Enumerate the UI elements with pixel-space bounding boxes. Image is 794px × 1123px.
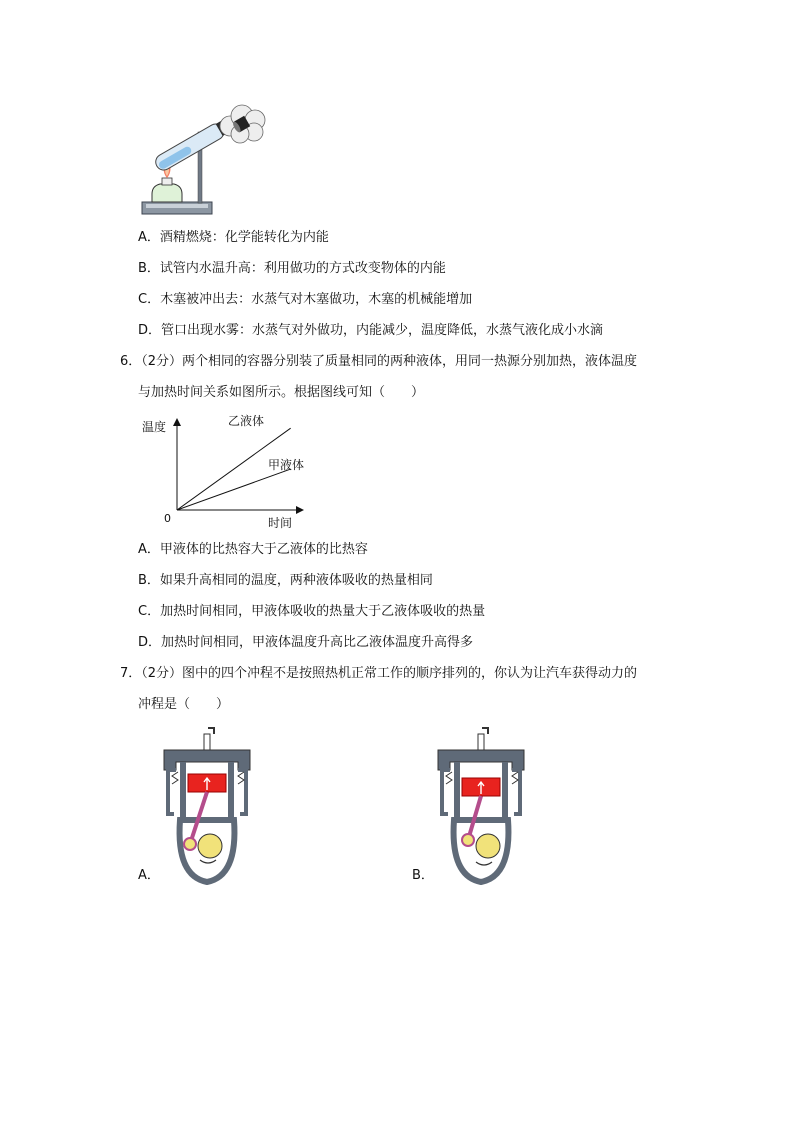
q7-option-b[interactable]: B．: [412, 868, 434, 883]
test-tube-experiment-figure: [138, 96, 273, 220]
q5-option-c[interactable]: C．木塞被冲出去：水蒸气对木塞做功，木塞的机械能增加: [138, 292, 473, 307]
q6-option-d[interactable]: D．加热时间相同，甲液体温度升高比乙液体温度升高得多: [138, 635, 474, 650]
origin-label: 0: [164, 512, 171, 525]
engine-stroke-figure-a: [162, 726, 252, 886]
q6-option-b[interactable]: B．如果升高相同的温度，两种液体吸收的热量相同: [138, 573, 433, 588]
y-axis-label: 温度: [142, 420, 167, 434]
series-label-yi: 乙液体: [228, 414, 265, 428]
cylinder-head: [164, 750, 250, 770]
q5-option-b[interactable]: B．试管内水温升高：利用做功的方式改变物体的内能: [138, 261, 446, 276]
q7-option-a[interactable]: A．: [138, 868, 160, 883]
q5-option-d[interactable]: D．管口出现水雾：水蒸气对外做功，内能减少，温度降低，水蒸气液化成小水滴: [138, 323, 604, 338]
crankshaft-wheel: [198, 834, 222, 858]
temperature-time-chart: [140, 412, 310, 534]
q6-stem-continued: 与加热时间关系如图所示。根据图线可知（ ）: [138, 385, 425, 400]
x-axis-label: 时间: [268, 516, 293, 530]
q6-option-a[interactable]: A．甲液体的比热容大于乙液体的比热容: [138, 542, 368, 557]
q6-option-c[interactable]: C．加热时间相同，甲液体吸收的热量大于乙液体吸收的热量: [138, 604, 486, 619]
test-tube: [153, 119, 230, 173]
q5-option-a[interactable]: A．酒精燃烧：化学能转化为内能: [138, 230, 329, 245]
q6-stem: 6．（2分）两个相同的容器分别装了质量相同的两种液体，用同一热源分别加热，液体温度: [120, 354, 638, 369]
q7-stem: 7．（2分）图中的四个冲程不是按照热机正常工作的顺序排列的，你认为让汽车获得动力的: [120, 666, 638, 681]
crankshaft-wheel: [476, 834, 500, 858]
q7-stem-continued: 冲程是（ ）: [138, 697, 230, 712]
series-line-jia: [177, 469, 291, 510]
cylinder-head: [438, 750, 524, 770]
engine-stroke-figure-b: [436, 726, 526, 886]
alcohol-lamp: [152, 184, 182, 202]
series-label-jia: 甲液体: [268, 458, 305, 472]
cylinder-wall: [454, 762, 460, 820]
cylinder-wall: [180, 762, 186, 820]
